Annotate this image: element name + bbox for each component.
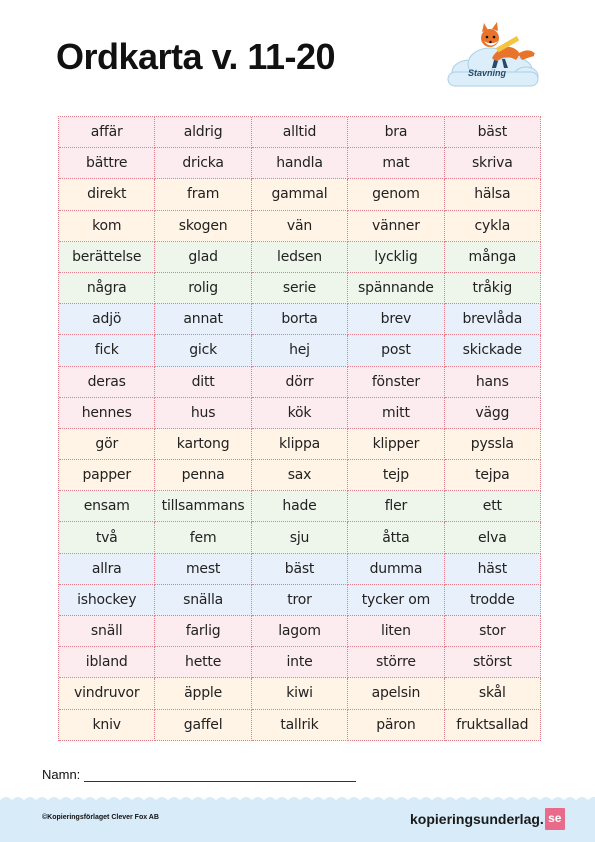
word-cell: hette (155, 647, 251, 678)
word-cell: ett (445, 491, 541, 522)
word-cell: liten (348, 616, 444, 647)
word-cell: bättre (59, 148, 155, 179)
word-cell: fönster (348, 367, 444, 398)
word-cell: apelsin (348, 678, 444, 709)
word-cell: störst (445, 647, 541, 678)
word-cell: handla (252, 148, 348, 179)
word-cell: tejp (348, 460, 444, 491)
word-cell: fick (59, 335, 155, 366)
word-cell: bäst (252, 554, 348, 585)
word-cell: större (348, 647, 444, 678)
word-cell: tror (252, 585, 348, 616)
word-cell: skriva (445, 148, 541, 179)
word-cell: kniv (59, 710, 155, 741)
word-cell: gör (59, 429, 155, 460)
word-cell: hans (445, 367, 541, 398)
word-cell: åtta (348, 522, 444, 553)
word-cell: många (445, 242, 541, 273)
word-cell: tejpa (445, 460, 541, 491)
word-cell: ibland (59, 647, 155, 678)
word-cell: hennes (59, 398, 155, 429)
word-cell: dricka (155, 148, 251, 179)
word-cell: deras (59, 367, 155, 398)
word-cell: två (59, 522, 155, 553)
word-cell: adjö (59, 304, 155, 335)
page-title: Ordkarta v. 11-20 (56, 36, 336, 77)
word-cell: några (59, 273, 155, 304)
word-cell: allra (59, 554, 155, 585)
word-cell: elva (445, 522, 541, 553)
word-cell: stor (445, 616, 541, 647)
word-cell: inte (252, 647, 348, 678)
fox-on-cloud-icon (440, 14, 544, 92)
word-cell: farlig (155, 616, 251, 647)
brand-suffix: se (545, 808, 565, 830)
word-cell: hus (155, 398, 251, 429)
word-cell: annat (155, 304, 251, 335)
word-cell: bäst (445, 117, 541, 148)
word-cell: gaffel (155, 710, 251, 741)
word-cell: bra (348, 117, 444, 148)
word-cell: aldrig (155, 117, 251, 148)
word-cell: sax (252, 460, 348, 491)
word-cell: tallrik (252, 710, 348, 741)
word-cell: kartong (155, 429, 251, 460)
word-cell: hade (252, 491, 348, 522)
word-cell: ensam (59, 491, 155, 522)
word-cell: dumma (348, 554, 444, 585)
word-cell: tråkig (445, 273, 541, 304)
word-cell: kom (59, 211, 155, 242)
word-cell: kiwi (252, 678, 348, 709)
word-cell: brevlåda (445, 304, 541, 335)
word-grid (58, 116, 541, 741)
brand-logo (410, 808, 565, 830)
word-cell: päron (348, 710, 444, 741)
word-cell: kök (252, 398, 348, 429)
word-cell: skickade (445, 335, 541, 366)
word-cell: serie (252, 273, 348, 304)
word-cell: äpple (155, 678, 251, 709)
word-cell: direkt (59, 179, 155, 210)
word-cell: lagom (252, 616, 348, 647)
word-cell: ledsen (252, 242, 348, 273)
word-cell: fruktsallad (445, 710, 541, 741)
word-cell: ditt (155, 367, 251, 398)
word-cell: penna (155, 460, 251, 491)
word-cell: tillsammans (155, 491, 251, 522)
word-cell: spännande (348, 273, 444, 304)
name-line[interactable] (84, 770, 356, 782)
word-cell: gick (155, 335, 251, 366)
footer (0, 792, 595, 842)
word-cell: pyssla (445, 429, 541, 460)
word-cell: skål (445, 678, 541, 709)
word-cell: häst (445, 554, 541, 585)
name-field[interactable] (42, 767, 356, 782)
word-cell: borta (252, 304, 348, 335)
word-cell: snälla (155, 585, 251, 616)
word-cell: vägg (445, 398, 541, 429)
word-cell: papper (59, 460, 155, 491)
word-cell: glad (155, 242, 251, 273)
word-cell: skogen (155, 211, 251, 242)
word-cell: mat (348, 148, 444, 179)
word-cell: vindruvor (59, 678, 155, 709)
word-cell: hej (252, 335, 348, 366)
word-cell: post (348, 335, 444, 366)
word-cell: mitt (348, 398, 444, 429)
word-cell: sju (252, 522, 348, 553)
word-cell: gammal (252, 179, 348, 210)
word-cell: snäll (59, 616, 155, 647)
word-cell: fram (155, 179, 251, 210)
word-cell: mest (155, 554, 251, 585)
word-cell: fler (348, 491, 444, 522)
subject-badge (440, 14, 544, 92)
word-cell: vän (252, 211, 348, 242)
word-cell: affär (59, 117, 155, 148)
brand-name: kopieringsunderlag. (410, 811, 544, 827)
name-label: Namn: (42, 767, 81, 782)
word-cell: vänner (348, 211, 444, 242)
word-cell: klipper (348, 429, 444, 460)
word-cell: trodde (445, 585, 541, 616)
word-cell: rolig (155, 273, 251, 304)
word-cell: fem (155, 522, 251, 553)
subject-label: Stavning (467, 68, 506, 78)
word-cell: ishockey (59, 585, 155, 616)
word-cell: klippa (252, 429, 348, 460)
word-cell: alltid (252, 117, 348, 148)
word-cell: dörr (252, 367, 348, 398)
word-cell: lycklig (348, 242, 444, 273)
word-cell: genom (348, 179, 444, 210)
word-cell: berättelse (59, 242, 155, 273)
copyright-text: ©Kopieringsförlaget Clever Fox AB (42, 814, 159, 821)
word-cell: cykla (445, 211, 541, 242)
word-cell: hälsa (445, 179, 541, 210)
word-cell: brev (348, 304, 444, 335)
word-cell: tycker om (348, 585, 444, 616)
